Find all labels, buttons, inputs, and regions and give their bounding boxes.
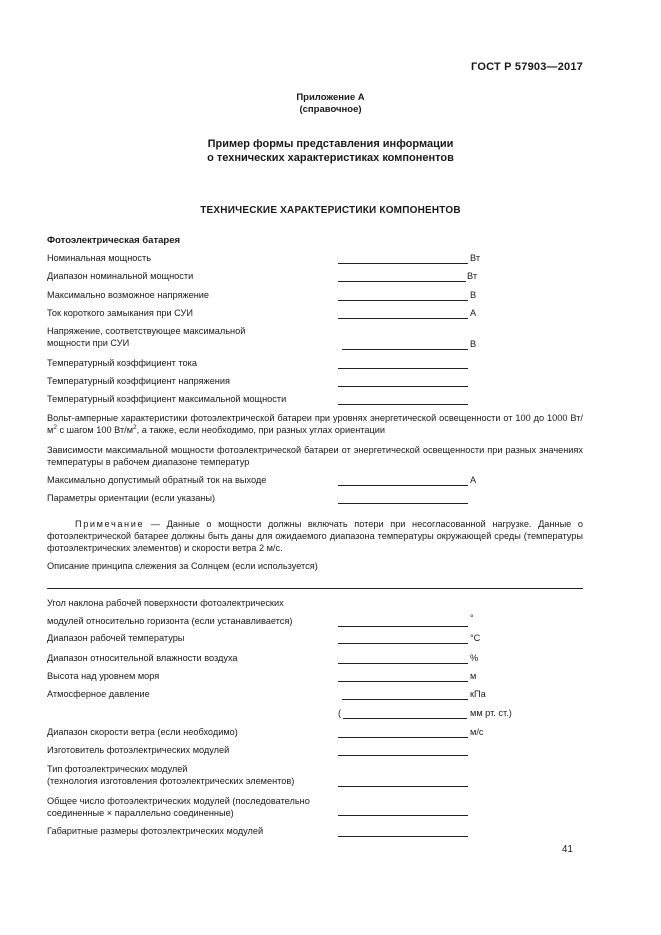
- input-line-reverse-current[interactable]: [338, 485, 468, 486]
- unit-pressure-mmhg: мм рт. ст.): [470, 708, 512, 718]
- row-label-module-count-line2: соединенные × параллельно соединенные): [47, 808, 234, 818]
- input-line-module-dimensions[interactable]: [338, 836, 468, 837]
- unit-nominal-power: Вт: [470, 253, 481, 263]
- note-block: Примечание — Данные о мощности должны включать потери при несогласованной нагрузке. Данные о фотоэлектрической батарее должны быть даны для ожидаемого диапазона температуры окружающей среды (температуры фотоэлектрических элементов) и скорости ветра 2 м/с.: [47, 519, 584, 554]
- form-title-line1: Пример формы представления информации: [207, 138, 454, 150]
- input-line-pressure[interactable]: [342, 699, 468, 700]
- row-label-tilt-line1: Угол наклона рабочей поверхности фотоэлектрических: [47, 598, 284, 608]
- row-label-module-type-line1: Тип фотоэлектрических модулей: [47, 764, 188, 774]
- pv-heading: Фотоэлектрическая батарея: [47, 235, 181, 246]
- input-line-tracking[interactable]: [47, 588, 583, 589]
- row-label-vmp-line1: Напряжение, соответствующее максимальной: [47, 326, 246, 336]
- input-line-humidity[interactable]: [338, 663, 468, 664]
- row-label-orientation: Параметры ориентации (если указаны): [47, 493, 216, 503]
- row-label-temp-coef-power: Температурный коэффициент максимальной мощности: [47, 394, 287, 404]
- unit-wind-speed: м/с: [470, 727, 484, 737]
- row-label-tilt-line2: модулей относительно горизонта (если устанавливается): [47, 616, 293, 626]
- row-label-temp-coef-voltage: Температурный коэффициент напряжения: [47, 376, 230, 386]
- form-title-line2: о технических характеристиках компонентов: [207, 152, 454, 164]
- row-label-module-type-line2: (технология изготовления фотоэлектрических элементов): [47, 776, 295, 786]
- row-label-module-count-line1: Общее число фотоэлектрических модулей (последовательно: [47, 796, 310, 806]
- section-title: ТЕХНИЧЕСКИЕ ХАРАКТЕРИСТИКИ КОМПОНЕНТОВ: [200, 205, 461, 216]
- input-line-tilt[interactable]: [338, 626, 468, 627]
- unit-operating-temp: °С: [470, 633, 481, 643]
- unit-vmp: В: [470, 339, 477, 349]
- row-label-manufacturer: Изготовитель фотоэлектрических модулей: [47, 745, 230, 755]
- page-number: 41: [561, 844, 573, 855]
- input-line-nominal-power[interactable]: [338, 263, 468, 264]
- row-label-wind-speed: Диапазон скорости ветра (если необходимо): [47, 727, 238, 737]
- input-line-operating-temp[interactable]: [338, 643, 468, 644]
- row-label-altitude: Высота над уровнем моря: [47, 671, 160, 681]
- input-line-module-count[interactable]: [338, 815, 468, 816]
- row-label-reverse-current: Максимально допустимый обратный ток на выходе: [47, 475, 267, 485]
- tracking-label: Описание принципа слежения за Солнцем (если используется): [47, 561, 318, 571]
- row-label-temp-coef-current: Температурный коэффициент тока: [47, 358, 197, 368]
- row-label-nominal-power: Номинальная мощность: [47, 253, 151, 263]
- input-line-manufacturer[interactable]: [338, 755, 468, 756]
- pressure-open-paren: (: [338, 708, 342, 718]
- input-line-short-circuit[interactable]: [338, 318, 468, 319]
- row-label-max-voltage: Максимально возможное напряжение: [47, 290, 210, 300]
- unit-reverse-current: А: [470, 475, 477, 485]
- unit-humidity: %: [470, 653, 479, 663]
- appendix-subtitle: (справочное): [299, 104, 362, 115]
- row-label-vmp-line2: мощности при СУИ: [47, 338, 130, 348]
- row-label-module-dimensions: Габаритные размеры фотоэлектрических модулей: [47, 826, 264, 836]
- input-line-vmp[interactable]: [342, 349, 468, 350]
- unit-short-circuit: А: [470, 308, 477, 318]
- row-label-pressure: Атмосферное давление: [47, 689, 150, 699]
- input-line-module-type[interactable]: [338, 786, 468, 787]
- input-line-max-voltage[interactable]: [338, 300, 468, 301]
- dependency-text: Зависимости максимальной мощности фотоэлектрической батареи от энергетической освещенности при разных значениях температуры в рабочем диапазоне температур: [47, 445, 583, 468]
- input-line-wind-speed[interactable]: [338, 737, 468, 738]
- appendix-title: Приложение А: [296, 92, 365, 103]
- input-line-orientation[interactable]: [338, 503, 468, 504]
- row-label-humidity: Диапазон относительной влажности воздуха: [47, 653, 238, 663]
- note-label: Примечание: [75, 519, 145, 529]
- input-line-temp-coef-power[interactable]: [338, 404, 468, 405]
- unit-power-range: Вт: [467, 271, 478, 281]
- standard-code: ГОСТ Р 57903—2017: [471, 61, 583, 73]
- input-line-temp-coef-current[interactable]: [338, 368, 468, 369]
- iv-characteristics-text: Вольт-амперные характеристики фотоэлектрической батареи при уровнях энергетической освещенности от 100 до 1000 $Вт/м^2$ с шагом 100 $Вт/м^2$, а также, если необходимо, при разных углах ориентации: [47, 413, 583, 436]
- input-line-pressure-mmhg[interactable]: [343, 718, 467, 719]
- row-label-operating-temp: Диапазон рабочей температуры: [47, 633, 185, 643]
- row-label-short-circuit: Ток короткого замыкания при СУИ: [47, 308, 193, 318]
- row-label-power-range: Диапазон номинальной мощности: [47, 271, 194, 281]
- unit-pressure: кПа: [470, 689, 486, 699]
- unit-max-voltage: В: [470, 290, 477, 300]
- unit-altitude: м: [470, 671, 477, 681]
- input-line-power-range[interactable]: [338, 281, 466, 282]
- input-line-temp-coef-voltage[interactable]: [338, 386, 468, 387]
- unit-tilt: °: [470, 613, 474, 623]
- input-line-altitude[interactable]: [338, 681, 468, 682]
